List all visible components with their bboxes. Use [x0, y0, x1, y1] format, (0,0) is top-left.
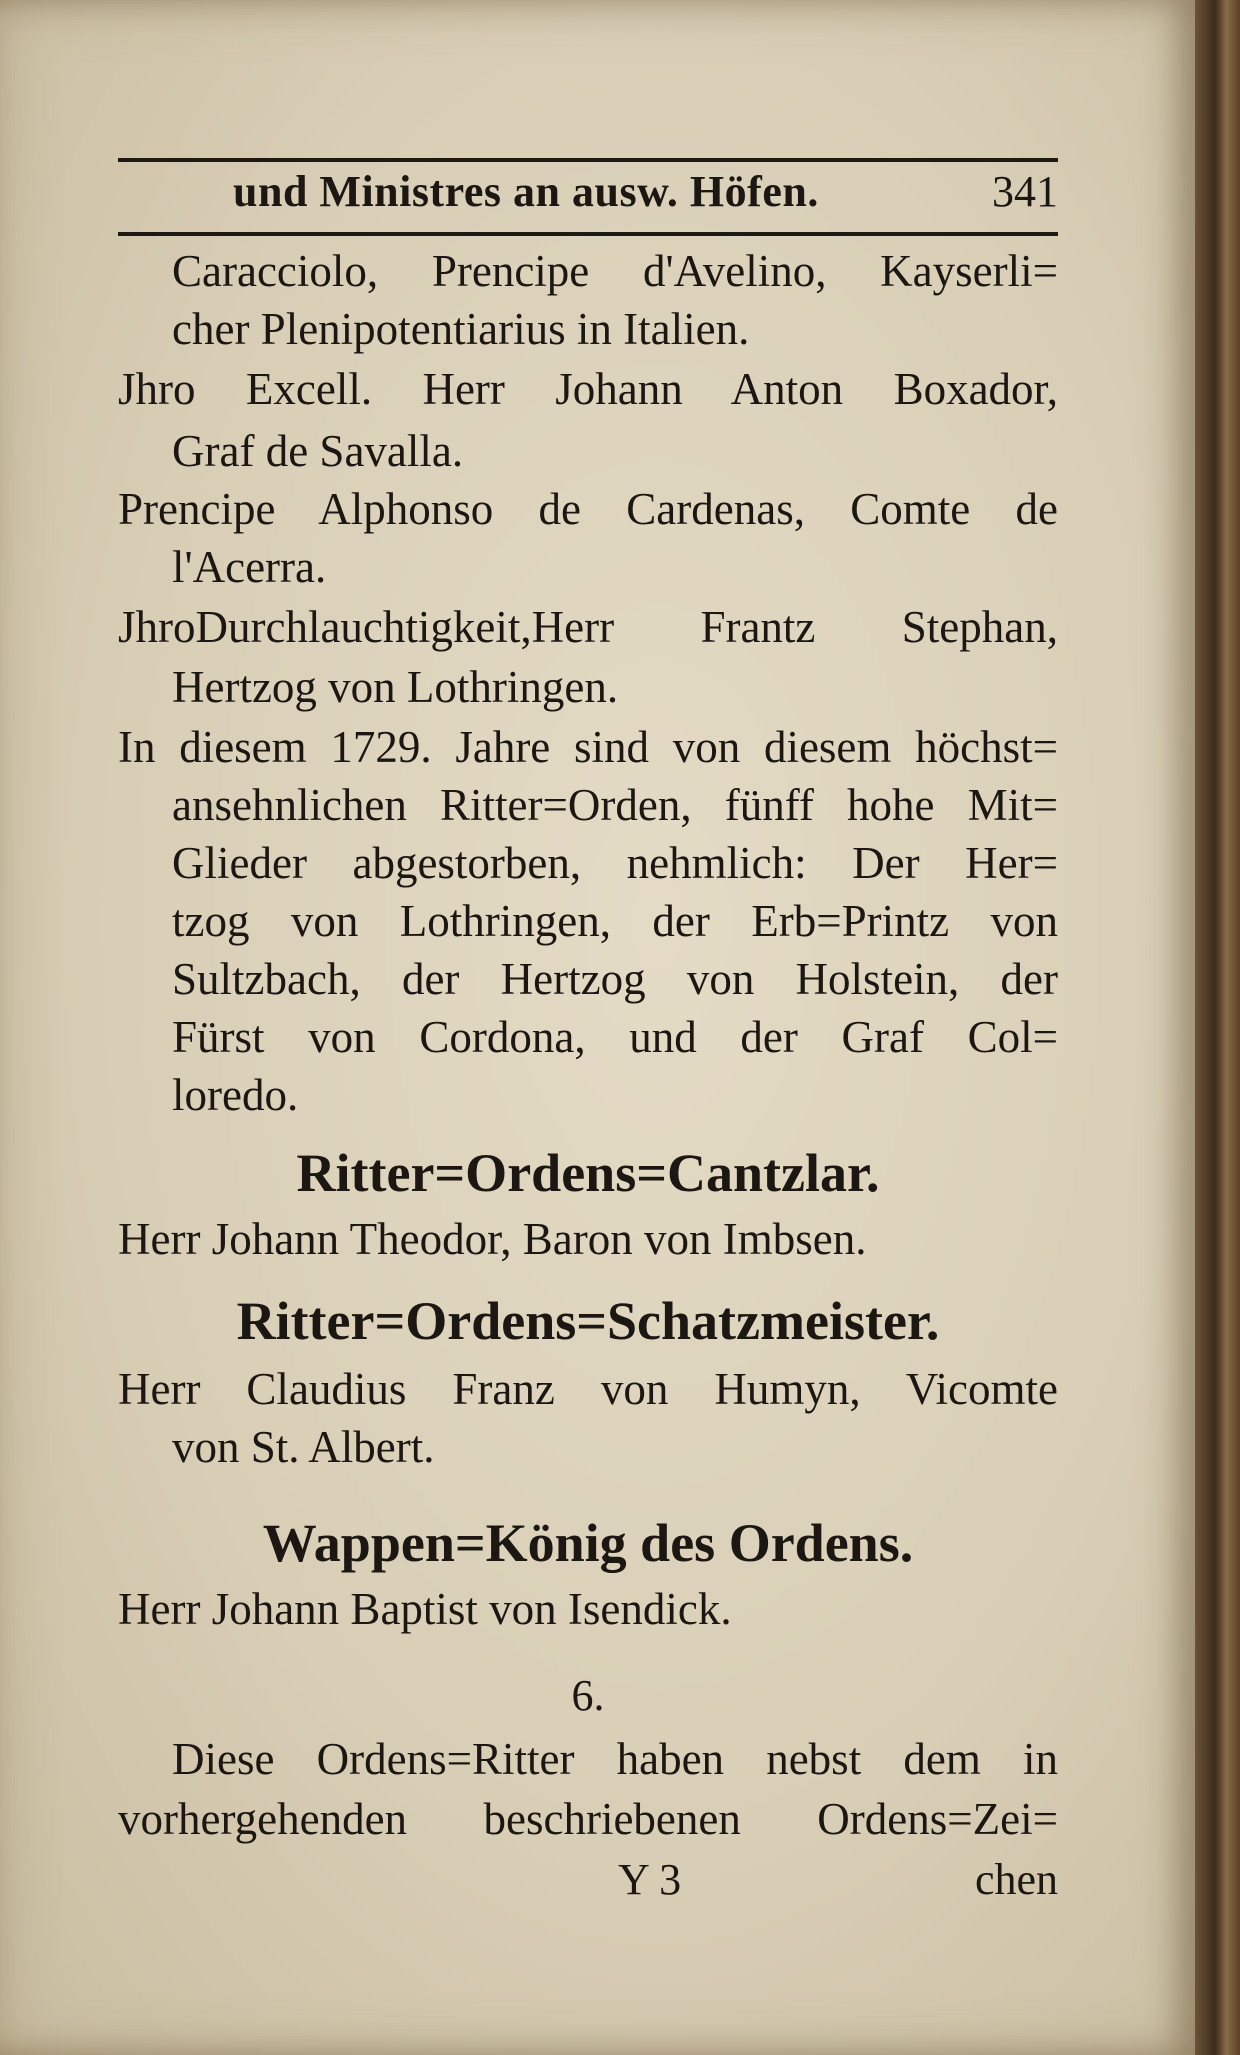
text-line: cher Plenipotentiarius in Italien.	[172, 304, 750, 354]
page-number: 341	[992, 167, 1058, 216]
running-head-title: und Ministres an ausw. Höfen.	[233, 167, 819, 216]
book-spine	[1195, 0, 1240, 2055]
text-line: tzog von Lothringen, der Erb=Printz von	[172, 896, 1058, 946]
text-line: Graf de Savalla.	[172, 426, 464, 476]
text-line: l'Acerra.	[172, 542, 327, 592]
text-line: Diese Ordens=Ritter haben nebst dem in	[172, 1734, 1058, 1784]
text-line: Herr Claudius Franz von Humyn, Vicomte	[118, 1364, 1058, 1414]
text-line: Caracciolo, Prencipe d'Avelino, Kayserli=	[172, 246, 1058, 296]
section-heading: Ritter=Ordens=Schatzmeister.	[236, 1291, 940, 1351]
text-line: JhroDurchlauchtigkeit,Herr Frantz Stephan,	[118, 602, 1058, 652]
section-heading: Wappen=König des Ordens.	[262, 1513, 914, 1573]
section-heading: Ritter=Ordens=Cantzlar.	[296, 1143, 880, 1203]
section-number: 6.	[571, 1671, 605, 1720]
header-rule-bottom	[118, 232, 1058, 236]
catchword: chen	[974, 1855, 1058, 1904]
text-line: Herr Johann Theodor, Baron von Imbsen.	[118, 1214, 867, 1264]
text-line: ansehnlichen Ritter=Orden, fünff hohe Mit=	[172, 780, 1058, 830]
running-header	[118, 160, 1058, 224]
text-line: Prencipe Alphonso de Cardenas, Comte de	[118, 484, 1058, 534]
text-line: Herr Johann Baptist von Isendick.	[118, 1584, 732, 1634]
text-line: vorhergehenden beschriebenen Ordens=Zei=	[118, 1794, 1058, 1844]
text-line: In diesem 1729. Jahre sind von diesem höchst=	[118, 722, 1058, 772]
text-line: Hertzog von Lothringen.	[172, 662, 619, 712]
signature-mark: Y 3	[618, 1855, 682, 1904]
text-line: Fürst von Cordona, und der Graf Col=	[172, 1012, 1058, 1062]
text-line: Sultzbach, der Hertzog von Holstein, der	[172, 954, 1058, 1004]
text-line: Glieder abgestorben, nehmlich: Der Her=	[172, 838, 1058, 888]
text-line: loredo.	[172, 1070, 299, 1120]
text-line: Jhro Excell. Herr Johann Anton Boxador,	[118, 364, 1058, 414]
text-line: von St. Albert.	[172, 1422, 435, 1472]
